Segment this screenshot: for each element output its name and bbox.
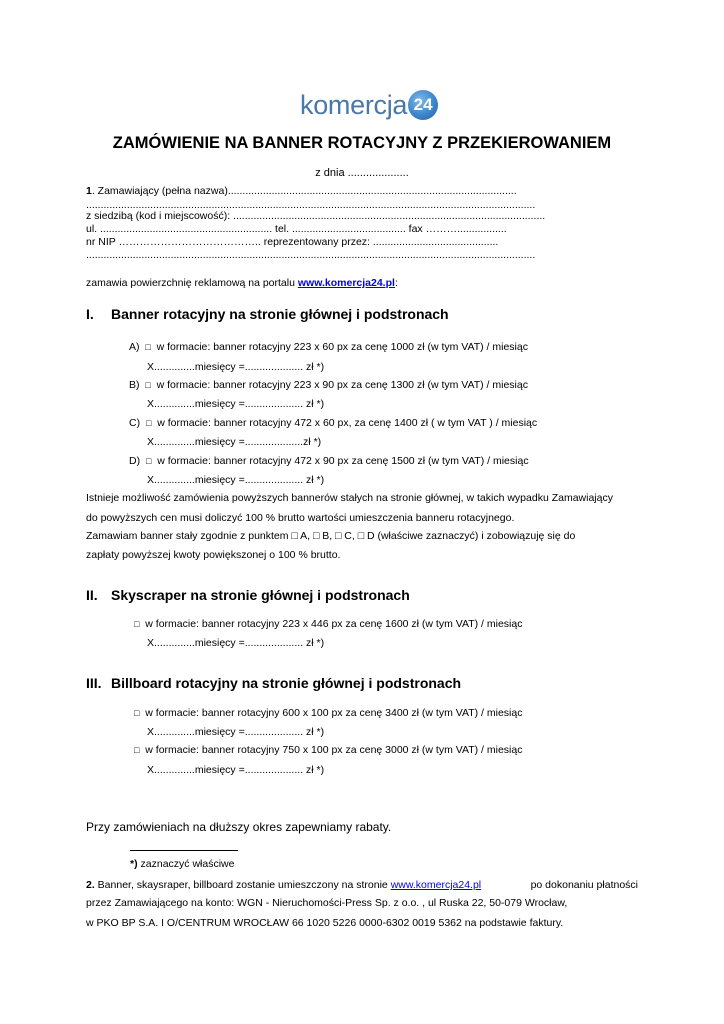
option-a-text: w formacie: banner rotacyjny 223 x 60 px za cenę 1000 zł (w tym VAT) / miesiąc [156, 341, 528, 353]
point-2-text-b: po dokonaniu płatności [530, 879, 638, 891]
option-c-calc[interactable]: X..............miesięcy =....................zł *) [147, 436, 322, 448]
checkbox-d[interactable]: □ [145, 456, 152, 466]
form-line-extra[interactable]: .......................................................................................................................................................... [86, 249, 536, 261]
option-a-letter: A) [129, 341, 140, 353]
option-b[interactable] [129, 379, 528, 391]
fixed-banner-note-3[interactable]: Zamawiam banner stały zgodnie z punktem □ A, □ B, □ C, □ D (właściwe zaznaczyć) i zobowiązuję się do [86, 530, 576, 542]
section-1-number: I. [86, 306, 94, 322]
option-billboard-750[interactable] [134, 744, 522, 756]
section-1-heading [86, 306, 449, 322]
point-2-link[interactable]: www.komercja24.pl [390, 879, 482, 891]
date-field[interactable]: z dnia .................... [315, 167, 409, 179]
company-logo [300, 88, 438, 122]
checkbox-billboard-750[interactable]: □ [134, 745, 140, 755]
point-2-line-2: przez Zamawiającego na konto: WGN - Nieruchomości-Press Sp. z o.o. , ul Ruska 22, 50-079 Wrocław, [86, 897, 568, 909]
form-line-customer-name-cont[interactable]: .......................................................................................................................................................... [86, 199, 536, 211]
order-intro [86, 277, 398, 289]
option-d-calc[interactable]: X..............miesięcy =.................... zł *) [147, 474, 325, 486]
form-line-customer-name[interactable] [86, 185, 517, 197]
option-a-calc[interactable]: X..............miesięcy =.................... zł *) [147, 361, 325, 373]
option-c[interactable] [129, 417, 537, 429]
footnote-text: zaznaczyć właściwe [137, 858, 235, 870]
section-3-number: III. [86, 675, 102, 691]
option-a[interactable] [129, 341, 528, 353]
order-intro-text: zamawia powierzchnię reklamową na portalu [86, 277, 298, 289]
section-2-number: II. [86, 587, 98, 603]
section-2-title: Skyscraper na stronie głównej i podstronach [111, 587, 410, 603]
form-line-street-phone-fax[interactable]: ul. ........................................................... tel. ....................................... fax ………................. [86, 223, 507, 235]
fixed-banner-note-4: zapłaty powyższej kwoty powiększonej o 100 % brutto. [86, 549, 341, 561]
logo-text: komercja [300, 89, 408, 120]
option-billboard-750-text: w formacie: banner rotacyjny 750 x 100 px za cenę 3000 zł (w tym VAT) / miesiąc [145, 744, 523, 756]
point-1-number: 1 [86, 185, 92, 197]
option-d-letter: D) [129, 455, 141, 467]
option-d[interactable] [129, 455, 529, 467]
checkbox-a[interactable]: □ [145, 342, 151, 352]
checkbox-skyscraper[interactable]: □ [134, 619, 140, 629]
option-skyscraper[interactable] [134, 618, 522, 630]
option-skyscraper-calc[interactable]: X..............miesięcy =.................... zł *) [147, 637, 325, 649]
portal-link[interactable]: www.komercja24.pl [297, 277, 395, 289]
form-line-address[interactable]: z siedzibą (kod i miejscowość): ........................................................................................................... [86, 210, 546, 222]
section-3-heading [86, 675, 461, 691]
section-2-heading [86, 587, 410, 603]
order-intro-suffix: : [394, 277, 398, 289]
option-skyscraper-text: w formacie: banner rotacyjny 223 x 446 px za cenę 1600 zł (w tym VAT) / miesiąc [145, 618, 523, 630]
form-line-nip-representative[interactable]: nr NIP ………………………………….. reprezentowany przez: ........................................... [86, 236, 499, 248]
footnote-mark: *) [130, 858, 138, 870]
discount-note: Przy zamówieniach na dłuższy okres zapewniamy rabaty. [86, 820, 392, 834]
footnote-divider [130, 850, 238, 851]
checkbox-billboard-600[interactable]: □ [134, 708, 140, 718]
checkbox-c[interactable]: □ [145, 418, 152, 428]
option-billboard-750-calc[interactable]: X..............miesięcy =.................... zł *) [147, 764, 325, 776]
section-3-title: Billboard rotacyjny na stronie głównej i podstronach [111, 675, 462, 691]
customer-name-label: . Zamawiający (pełna nazwa)................................................................................................... [91, 185, 517, 197]
option-d-text: w formacie: banner rotacyjny 472 x 90 px za cenę 1500 zł (w tym VAT) / miesiąc [157, 455, 529, 467]
option-billboard-600[interactable] [134, 707, 522, 719]
point-2-number: 2. [86, 879, 95, 891]
option-c-letter: C) [129, 417, 141, 429]
footnote [130, 858, 234, 870]
section-1-title: Banner rotacyjny na stronie głównej i podstronach [111, 306, 449, 322]
point-2-line-3: w PKO BP S.A. I O/CENTRUM WROCŁAW 66 1020 5226 0000-6302 0019 5362 na podstawie faktury. [86, 917, 564, 929]
option-b-calc[interactable]: X..............miesięcy =.................... zł *) [147, 398, 325, 410]
fixed-banner-note-2: do powyższych cen musi doliczyć 100 % brutto wartości umieszczenia banneru rotacyjnego. [86, 512, 515, 524]
point-2-line-1 [86, 879, 638, 891]
option-c-text: w formacie: banner rotacyjny 472 x 60 px, za cenę 1400 zł ( w tym VAT ) / miesiąc [157, 417, 538, 429]
option-b-letter: B) [129, 379, 140, 391]
checkbox-b[interactable]: □ [145, 380, 151, 390]
option-billboard-600-text: w formacie: banner rotacyjny 600 x 100 px za cenę 3400 zł (w tym VAT) / miesiąc [145, 707, 523, 719]
document-title: ZAMÓWIENIE NA BANNER ROTACYJNY Z PRZEKIEROWANIEM [112, 134, 612, 152]
point-2-text-a: Banner, skaysraper, billboard zostanie umieszczony na stronie [94, 879, 391, 891]
option-billboard-600-calc[interactable]: X..............miesięcy =.................... zł *) [147, 726, 325, 738]
option-b-text: w formacie: banner rotacyjny 223 x 90 px za cenę 1300 zł (w tym VAT) / miesiąc [156, 379, 528, 391]
logo-badge: 24 [408, 90, 438, 120]
fixed-banner-note-1: Istnieje możliwość zamówienia powyższych bannerów stałych na stronie głównej, w takich wypadku Zamawiający [86, 492, 613, 504]
